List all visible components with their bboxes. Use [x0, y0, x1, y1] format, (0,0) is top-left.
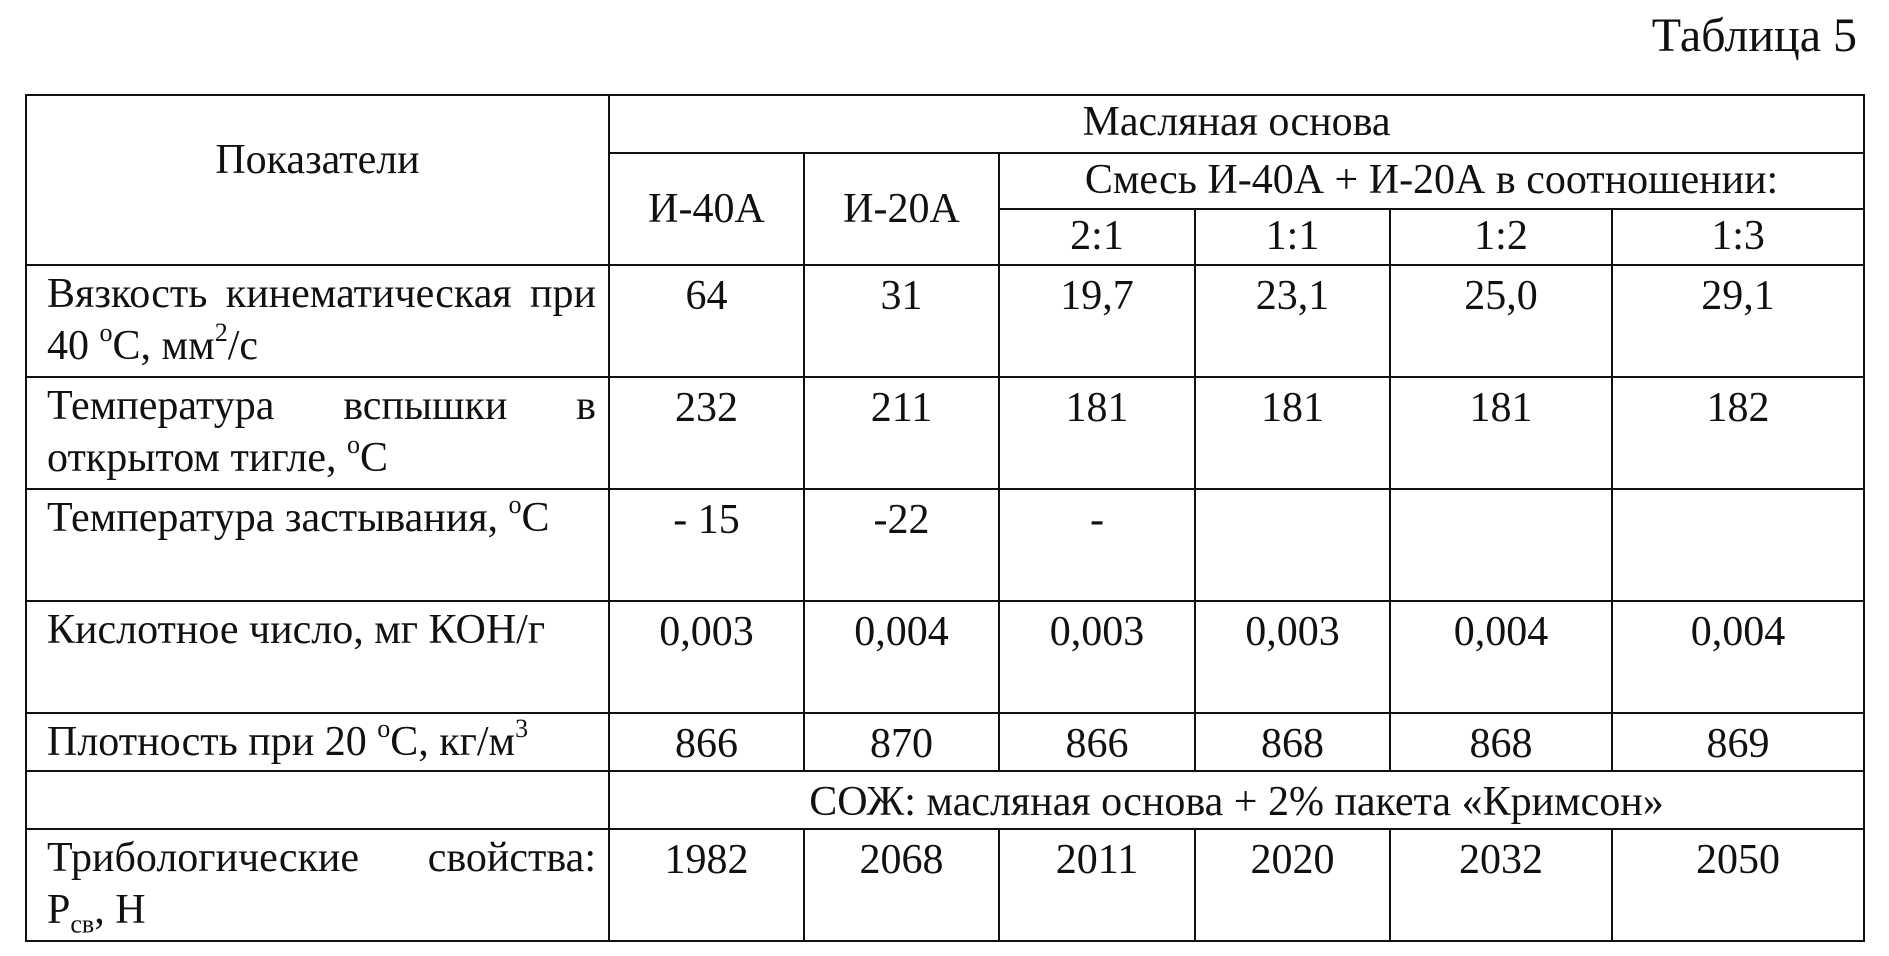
table-row	[26, 713, 1864, 771]
table-cell: 232	[609, 377, 804, 489]
row-label-flash-point: Температура вспышки в открытом тигле, $^о$С	[26, 377, 609, 489]
table-cell: 0,004	[1390, 601, 1612, 713]
header-mixture: Смесь И-40А + И-20А в соотношении:	[999, 153, 1864, 209]
table-cell: -	[999, 489, 1195, 601]
table-cell: 182	[1612, 377, 1864, 489]
table-cell: - 15	[609, 489, 804, 601]
table-cell: 2020	[1195, 829, 1390, 941]
table-cell: 0,003	[1195, 601, 1390, 713]
table-cell: 868	[1195, 713, 1390, 771]
table-cell: 1982	[609, 829, 804, 941]
table-cell: 870	[804, 713, 999, 771]
table-cell: 181	[1390, 377, 1612, 489]
row-label-pour-point: Температура застывания, $^о$С	[26, 489, 609, 601]
properties-table	[25, 94, 1865, 942]
header-oil-base: Масляная основа	[609, 95, 1864, 153]
table-cell	[1195, 489, 1390, 601]
table-cell: 866	[999, 713, 1195, 771]
coolant-header-row	[26, 771, 1864, 829]
header-ratio: 1:2	[1390, 209, 1612, 265]
table-cell: 31	[804, 265, 999, 377]
table-cell: 29,1	[1612, 265, 1864, 377]
row-label-viscosity: Вязкость кинематическая при 40 $^о$С, $мм^2/с$	[26, 265, 609, 377]
coolant-header: СОЖ: масляная основа + 2% пакета «Кримсон»	[609, 771, 1864, 829]
header-oil-i20a: И-20А	[804, 153, 999, 265]
header-indicators: Показатели	[26, 95, 609, 265]
table-cell: 866	[609, 713, 804, 771]
header-row-1	[26, 95, 1864, 153]
table-cell: 0,003	[999, 601, 1195, 713]
table-row	[26, 377, 1864, 489]
table-cell: 0,004	[1612, 601, 1864, 713]
row-label-density: Плотность при 20 $^о$С, $кг/м^3$	[26, 713, 609, 771]
table-cell: 0,004	[804, 601, 999, 713]
table-cell: 2011	[999, 829, 1195, 941]
empty-cell	[26, 771, 609, 829]
table-cell: 2050	[1612, 829, 1864, 941]
table-cell: 64	[609, 265, 804, 377]
table-caption: Таблица 5	[1651, 9, 1857, 62]
header-ratio: 1:1	[1195, 209, 1390, 265]
table-cell	[1390, 489, 1612, 601]
table-cell: 19,7	[999, 265, 1195, 377]
table-row	[26, 601, 1864, 713]
table-cell: 211	[804, 377, 999, 489]
table-cell: 2068	[804, 829, 999, 941]
table-cell: 868	[1390, 713, 1612, 771]
table-cell	[1612, 489, 1864, 601]
table-cell: 181	[999, 377, 1195, 489]
table-cell: 23,1	[1195, 265, 1390, 377]
row-label-acid-number: Кислотное число, мг КОН/г	[26, 601, 609, 713]
table-cell: -22	[804, 489, 999, 601]
table-cell: 0,003	[609, 601, 804, 713]
table-cell: 25,0	[1390, 265, 1612, 377]
table-cell: 2032	[1390, 829, 1612, 941]
table-row	[26, 265, 1864, 377]
row-label-tribology: Трибологические свойства: $Р_{св}$, Н	[26, 829, 609, 941]
header-oil-i40a: И-40А	[609, 153, 804, 265]
table-row	[26, 489, 1864, 601]
header-ratio: 2:1	[999, 209, 1195, 265]
table-cell: 869	[1612, 713, 1864, 771]
table-cell: 181	[1195, 377, 1390, 489]
header-ratio: 1:3	[1612, 209, 1864, 265]
table-row	[26, 829, 1864, 941]
